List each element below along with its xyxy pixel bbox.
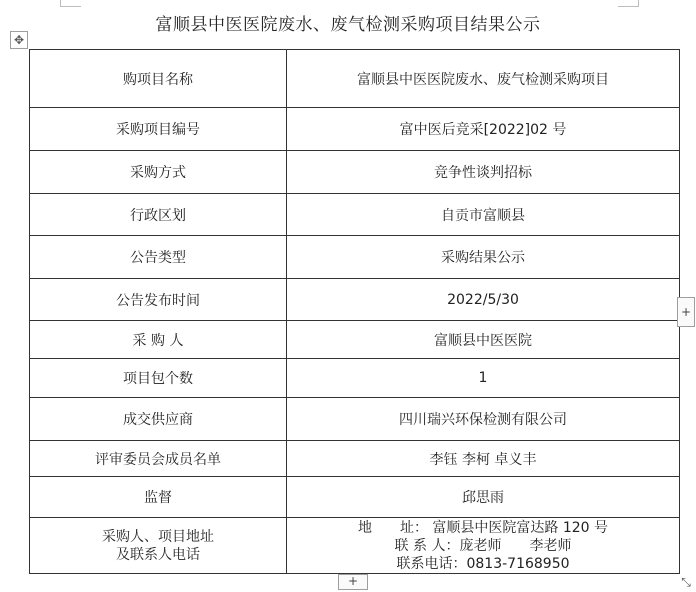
row-label: 采 购 人 (30, 321, 287, 359)
row-value: 1 (287, 359, 680, 398)
add-row-button[interactable]: + (338, 574, 368, 590)
page-corner-mark-left (60, 0, 81, 7)
table-move-handle-icon[interactable]: ✥ (10, 31, 28, 49)
row-value: 富顺县中医医院 (287, 321, 680, 359)
row-label: 项目包个数 (30, 359, 287, 398)
row-value: 四川瑞兴环保检测有限公司 (287, 398, 680, 441)
row-value: 李钰 李柯 卓义丰 (287, 441, 680, 477)
add-column-button[interactable]: + (677, 297, 695, 327)
row-value: 竞争性谈判招标 (287, 151, 680, 194)
row-label: 公告发布时间 (30, 279, 287, 321)
table-row (30, 194, 680, 236)
row-label: 监督 (30, 477, 287, 518)
table-row (30, 359, 680, 398)
contact-address: 地 址： 富顺县中医院富达路 120 号 (357, 519, 609, 536)
page-corner-mark-right (618, 0, 639, 7)
table-row (30, 151, 680, 194)
table-row (30, 279, 680, 321)
row-value: 自贡市富顺县 (287, 194, 680, 236)
procurement-info-table (29, 49, 680, 574)
contact-persons: 联 系 人：庞老师 李老师 (394, 537, 572, 554)
row-label: 行政区划 (30, 194, 287, 236)
row-label: 采购项目编号 (30, 108, 287, 151)
contact-label-line: 采购人、项目地址 (102, 528, 214, 545)
table-row (30, 236, 680, 279)
table-row (30, 477, 680, 518)
row-label: 购项目名称 (30, 50, 287, 108)
row-value: 富中医后竞采[2022]02 号 (287, 108, 680, 151)
table-row (30, 441, 680, 477)
row-value: 邱思雨 (287, 477, 680, 518)
row-value: 2022/5/30 (287, 279, 680, 321)
row-label: 成交供应商 (30, 398, 287, 441)
row-label: 公告类型 (30, 236, 287, 279)
row-label: 采购方式 (30, 151, 287, 194)
contact-label-line: 及联系人电话 (116, 546, 200, 563)
table-resize-icon[interactable]: ⤡ (681, 575, 691, 589)
document-title: 富顺县中医医院废水、废气检测采购项目结果公示 (155, 15, 541, 35)
row-value: 富顺县中医医院废水、废气检测采购项目 (287, 50, 680, 108)
table-row (30, 321, 680, 359)
table-row (30, 50, 680, 108)
row-value: 采购结果公示 (287, 236, 680, 279)
row-label: 评审委员会成员名单 (30, 441, 287, 477)
contact-row (30, 518, 680, 574)
contact-details (287, 518, 680, 574)
table-row (30, 398, 680, 441)
contact-phone: 联系电话：0813-7168950 (396, 555, 570, 572)
contact-label (30, 518, 287, 574)
table-row (30, 108, 680, 151)
